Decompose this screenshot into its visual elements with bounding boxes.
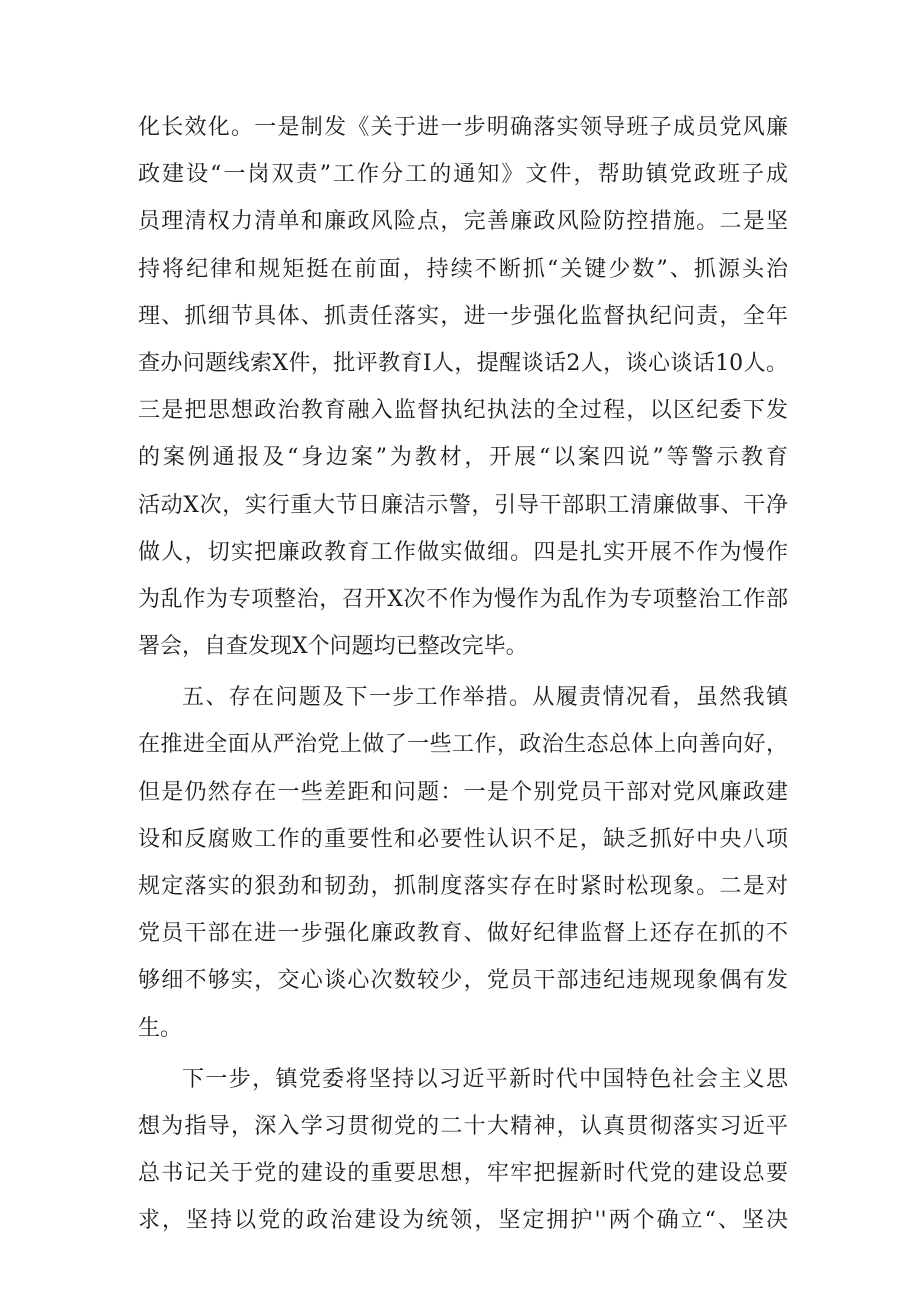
text-line: 政建设“一岗双责”工作分工的通知》文件，帮助镇党政班子成 [138, 162, 788, 188]
text-line: 持将纪律和规矩挺在前面，持续不断抓“关键少数”、抓源头治 [138, 256, 788, 282]
text-line: 三是把思想政治教育融入监督执纪执法的全过程，以区纪委下发 [138, 398, 788, 424]
text-line: 生。 [138, 1015, 183, 1041]
text-line: 为乱作为专项整治，召开X次不作为慢作为乱作为专项整治工作部 [138, 586, 788, 612]
text-line: 活动X次，实行重大节日廉洁示警，引导干部职工清廉做事、干净 [138, 492, 788, 518]
text-line: 员理清权力清单和廉政风险点，完善廉政风险防控措施。二是坚 [138, 209, 788, 235]
text-line: 的案例通报及“身边案”为教材，开展“以案四说”等警示教育 [138, 445, 788, 471]
text-line: 党员干部在进一步强化廉政教育、做好纪律监督上还存在抓的不 [138, 921, 788, 947]
text-line: 在推进全面从严治党上做了一些工作，政治生态总体上向善向好， [138, 732, 788, 758]
paragraph-discipline-measures [138, 104, 788, 670]
text-line: 但是仍然存在一些差距和问题：一是个别党员干部对党风廉政建 [138, 779, 788, 805]
text-line: 署会，自查发现X个问题均已整改完毕。 [138, 634, 528, 660]
text-line: 下一步，镇党委将坚持以习近平新时代中国特色社会主义思 [182, 1066, 788, 1092]
text-line: 求，坚持以党的政治建设为统领，坚定拥护''两个确立“、坚决 [138, 1208, 788, 1234]
text-line: 设和反腐败工作的重要性和必要性认识不足，缺乏抓好中央八项 [138, 826, 788, 852]
text-line: 够细不够实，交心谈心次数较少，党员干部违纪违规现象偶有发 [138, 968, 788, 994]
text-line: 规定落实的狠劲和韧劲，抓制度落实存在时紧时松现象。二是对 [138, 874, 788, 899]
paragraph-problems-and-next-steps [138, 674, 788, 1052]
text-line: 做人，切实把廉政教育工作做实做细。四是扎实开展不作为慢作 [138, 539, 788, 565]
text-line: 化长效化。一是制发《关于进一步明确落实领导班子成员党风廉 [138, 115, 788, 140]
paragraph-next-step-plan [138, 1056, 788, 1245]
text-line: 理、抓细节具体、抓责任落实，进一步强化监督执纪问责，全年 [138, 303, 788, 329]
text-line: 查办问题线索X件，批评教育I人，提醒谈话2人，谈心谈话10人。 [138, 350, 788, 376]
text-line: 想为指导，深入学习贯彻党的二十大精神，认真贯彻落实习近平 [138, 1113, 788, 1139]
text-line: 总书记关于党的建设的重要思想，牢牢把握新时代党的建设总要 [138, 1161, 788, 1187]
document-body [138, 104, 788, 1245]
text-line: 五、存在问题及下一步工作举措。从履责情况看，虽然我镇 [182, 685, 788, 711]
